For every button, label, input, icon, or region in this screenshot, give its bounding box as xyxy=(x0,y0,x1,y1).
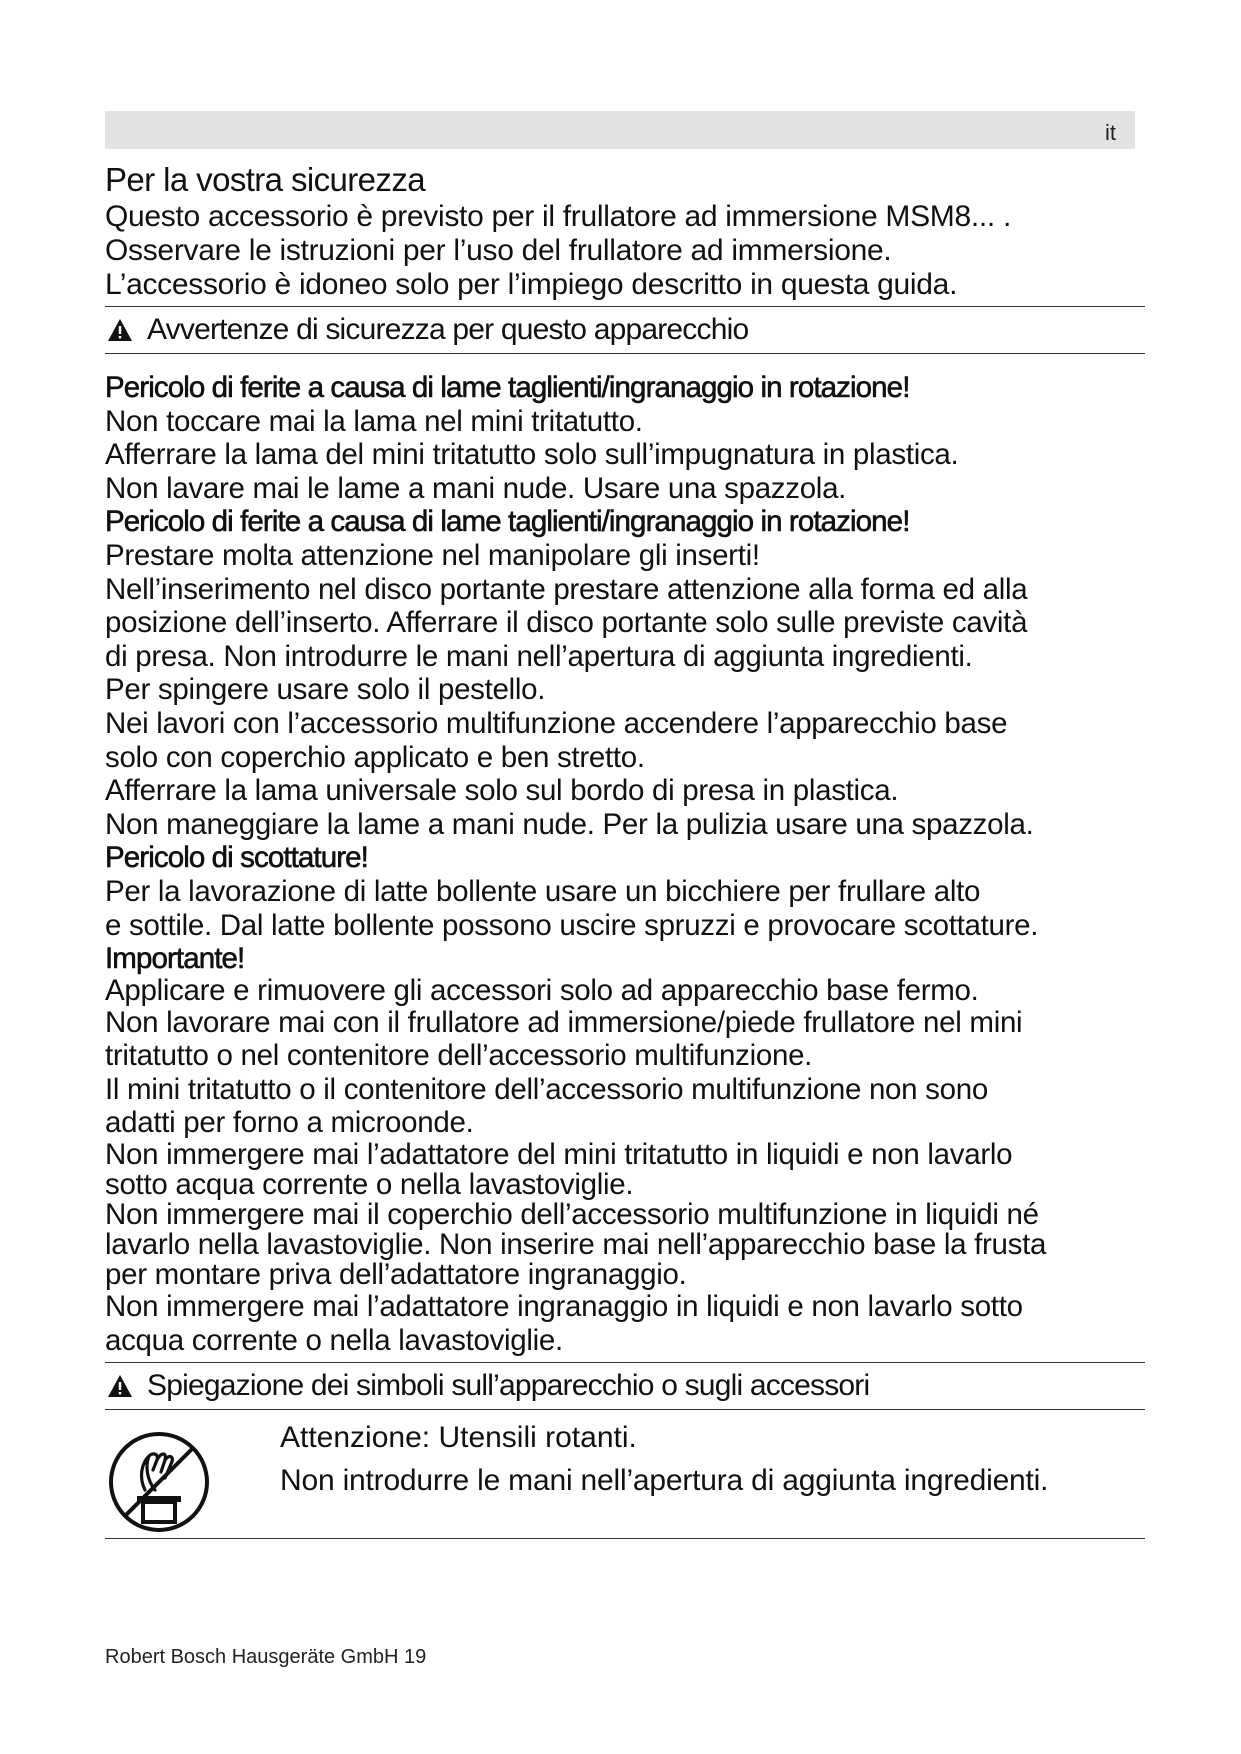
language-bar xyxy=(105,111,1135,149)
warning-line: Nei lavori con l’accessorio multifunzione accendere l’apparecchio base xyxy=(105,706,1008,740)
warning-line: Non maneggiare la lame a mani nude. Per la pulizia usare una spazzola. xyxy=(105,807,1034,841)
warning-line: e sottile. Dal latte bollente possono uscire spruzzi e provocare scottature. xyxy=(105,908,1039,942)
warning-title: Pericolo di scottature! xyxy=(105,841,368,875)
warning-line: di presa. Non introdurre le mani nell’apertura di aggiunta ingredienti. xyxy=(105,639,973,673)
intro-line: Questo accessorio è previsto per il frullatore ad immersione MSM8... . xyxy=(105,200,1012,233)
warning-line: solo con coperchio applicato e ben stretto. xyxy=(105,740,645,774)
warning-line: Non lavare mai le lame a mani nude. Usare una spazzola. xyxy=(105,471,847,505)
intro-line: Osservare le istruzioni per l’uso del frullatore ad immersione. xyxy=(105,234,892,267)
page-footer: Robert Bosch Hausgeräte GmbH 19 xyxy=(105,1646,427,1668)
divider xyxy=(105,1538,1145,1539)
divider xyxy=(105,353,1145,354)
warning-line: Non lavorare mai con il frullatore ad immersione/piede frullatore nel mini xyxy=(105,1005,1023,1039)
intro-line: L’accessorio è idoneo solo per l’impiego descritto in questa guida. xyxy=(105,268,958,301)
warning-triangle-icon xyxy=(107,1374,133,1398)
warning-title: Pericolo di ferite a causa di lame taglienti/ingranaggio in rotazione! xyxy=(105,505,910,539)
warning-line: Non toccare mai la lama nel mini tritatutto. xyxy=(105,404,643,438)
warning-line: Prestare molta attenzione nel manipolare gli inserti! xyxy=(105,538,760,572)
warning-line: Il mini tritatutto o il contenitore dell’accessorio multifunzione non sono xyxy=(105,1072,988,1106)
warning-line: acqua corrente o nella lavastoviglie. xyxy=(105,1323,563,1357)
warning-line: Per spingere usare solo il pestello. xyxy=(105,673,546,707)
warning-triangle-icon xyxy=(107,318,133,342)
warning-line: Afferrare la lama del mini tritatutto solo sull’impugnatura in plastica. xyxy=(105,438,959,472)
warning-line: adatti per forno a microonde. xyxy=(105,1106,474,1140)
no-hands-rotating-tools-icon xyxy=(107,1430,211,1534)
warning-line: Non immergere mai il coperchio dell’accessorio multifunzione in liquidi né xyxy=(105,1198,1039,1232)
section-title: Per la vostra sicurezza xyxy=(105,161,425,198)
warning-line: lavarlo nella lavastoviglie. Non inserire mai nell’apparecchio base la frusta xyxy=(105,1228,1047,1262)
warnings-heading xyxy=(105,307,1145,353)
warning-line: Applicare e rimuovere gli accessori solo ad apparecchio base fermo. xyxy=(105,973,979,1007)
warning-title: Importante! xyxy=(105,942,245,976)
intro-text xyxy=(105,200,1145,302)
warning-line: per montare priva dell’adattatore ingranaggio. xyxy=(105,1258,687,1292)
warning-line: sotto acqua corrente o nella lavastoviglie. xyxy=(105,1168,634,1202)
symbol-caption: Attenzione: Utensili rotanti. xyxy=(280,1421,637,1455)
warning-line: posizione dell’inserto. Afferrare il disco portante solo sulle previste cavità xyxy=(105,606,1028,640)
warning-line: Non immergere mai l’adattatore ingranaggio in liquidi e non lavarlo sotto xyxy=(105,1290,1023,1324)
symbol-row xyxy=(105,1410,1145,1538)
warning-line: Per la lavorazione di latte bollente usare un bicchiere per frullare alto xyxy=(105,874,981,908)
symbols-heading xyxy=(105,1363,1145,1409)
warning-line: Afferrare la lama universale solo sul bordo di presa in plastica. xyxy=(105,774,899,808)
warning-line: tritatutto o nel contenitore dell’accessorio multifunzione. xyxy=(105,1039,813,1073)
language-code: it xyxy=(1105,120,1116,145)
page-content xyxy=(105,160,1145,1539)
symbols-heading-label: Spiegazione dei simboli sull’apparecchio o sugli accessori xyxy=(147,1369,870,1403)
symbol-description: Non introdurre le mani nell’apertura di aggiunta ingredienti. xyxy=(280,1464,1049,1498)
warnings-body xyxy=(105,371,1145,1357)
warning-line: Non immergere mai l’adattatore del mini tritatutto in liquidi e non lavarlo xyxy=(105,1138,1013,1172)
warnings-heading-label: Avvertenze di sicurezza per questo apparecchio xyxy=(147,313,749,346)
warning-title: Pericolo di ferite a causa di lame taglienti/ingranaggio in rotazione! xyxy=(105,371,910,404)
warning-line: Nell’inserimento nel disco portante prestare attenzione alla forma ed alla xyxy=(105,572,1028,606)
